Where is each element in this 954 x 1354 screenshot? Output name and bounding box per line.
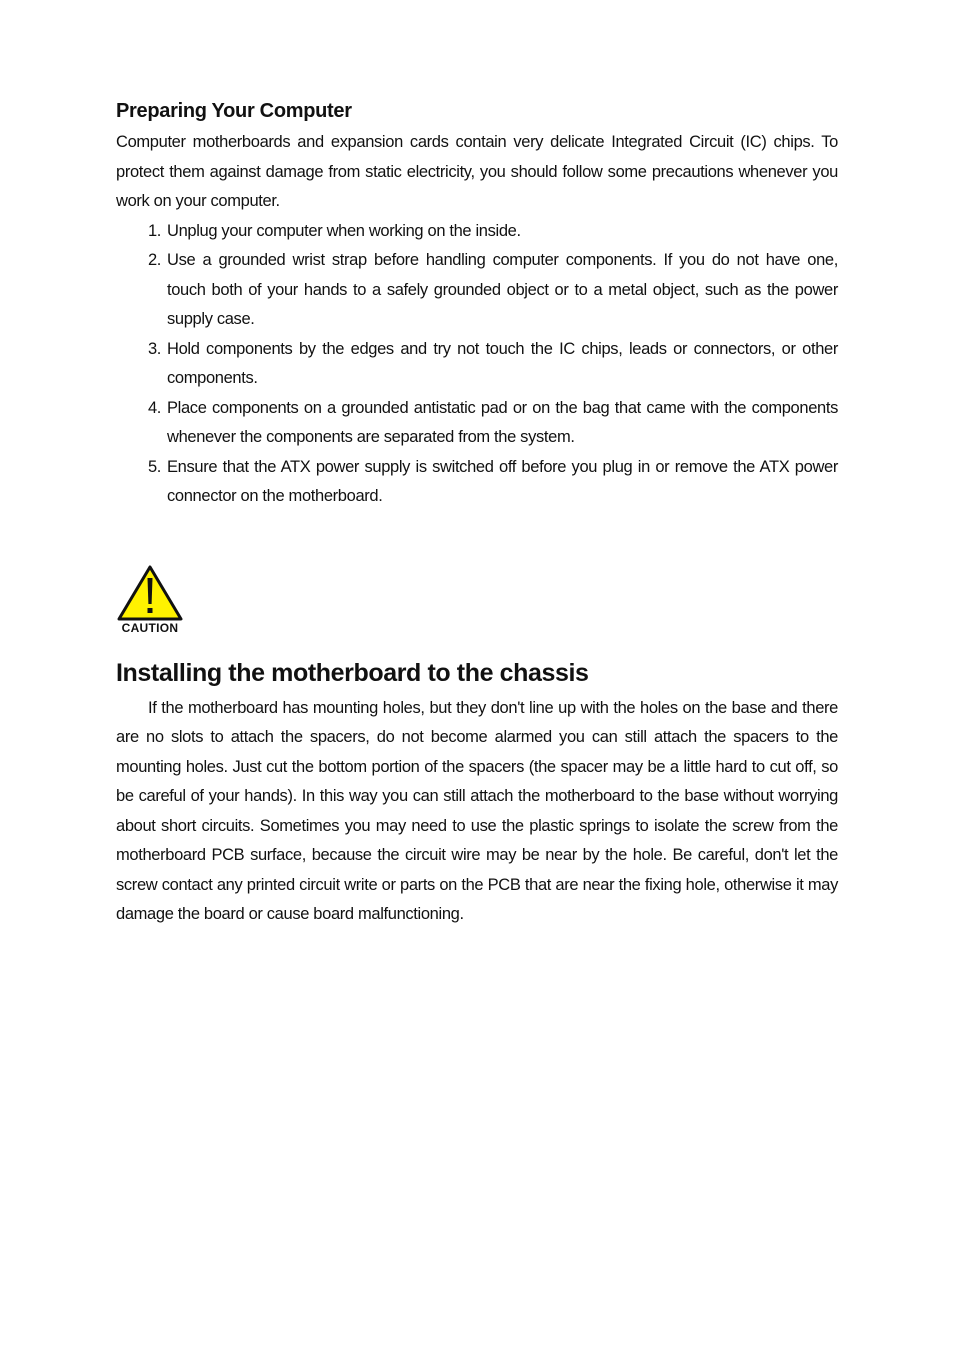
list-item [116,453,838,512]
list-item-text: Unplug your computer when working on the inside. [167,221,521,240]
list-item-number: 3. [147,339,161,358]
list-item [116,394,838,453]
intro-paragraph: Computer motherboards and expansion cards contain very delicate Integrated Circuit (IC) chips. To protect them against damage from static electricity, you should follow some precautions whenever you work on your computer. [116,133,838,210]
list-item [116,335,838,394]
list-item-number: 2. [147,251,161,269]
document-page [116,96,838,930]
list-item-text: Ensure that the ATX power supply is switched off before you plug in or remove the ATX power connector on the motherboard. [167,457,838,505]
list-item-number: 4. [147,398,161,417]
list-item-text: Use a grounded wrist strap before handling computer components. If you do not have one, touch both of your hands to a safely grounded object or to a metal object, such as the power supply case. [167,251,838,328]
caution-warning-triangle-icon [116,564,184,622]
list-item-text: Place components on a grounded antistatic pad or on the bag that came with the components whenever the components are separated from the system. [167,398,838,446]
precaution-list [116,217,838,512]
body-paragraph: If the motherboard has mounting holes, but they don't line up with the holes on the base and there are no slots to attach the spacers, do not become alarmed you can still attach the spacers to the mounting holes. Just cut the bottom portion of the spacers (the spacer may be a little hard to cut off, so be careful of your hands). In this way you can still attach the motherboard to the base without worrying about short circuits. Sometimes you may need to use the plastic springs to isolate the screw from the motherboard PCB surface, because the circuit wire may be near by the hole. Be careful, don't let the screw contact any printed circuit write or parts on the PCB that are near the fixing hole, otherwise it may damage the board or cause board malfunctioning. [116,698,838,923]
section-heading-preparing: Preparing Your Computer [116,100,352,122]
list-item [116,246,838,335]
list-item [116,217,838,247]
caution-label: CAUTION [121,620,179,635]
list-item-number: 1. [147,221,161,240]
list-item-number: 5. [147,457,161,476]
list-item-text: Hold components by the edges and try not touch the IC chips, leads or connectors, or other components. [167,339,838,387]
caution-badge [116,564,184,635]
section-heading-installing: Installing the motherboard to the chassis [116,658,589,687]
